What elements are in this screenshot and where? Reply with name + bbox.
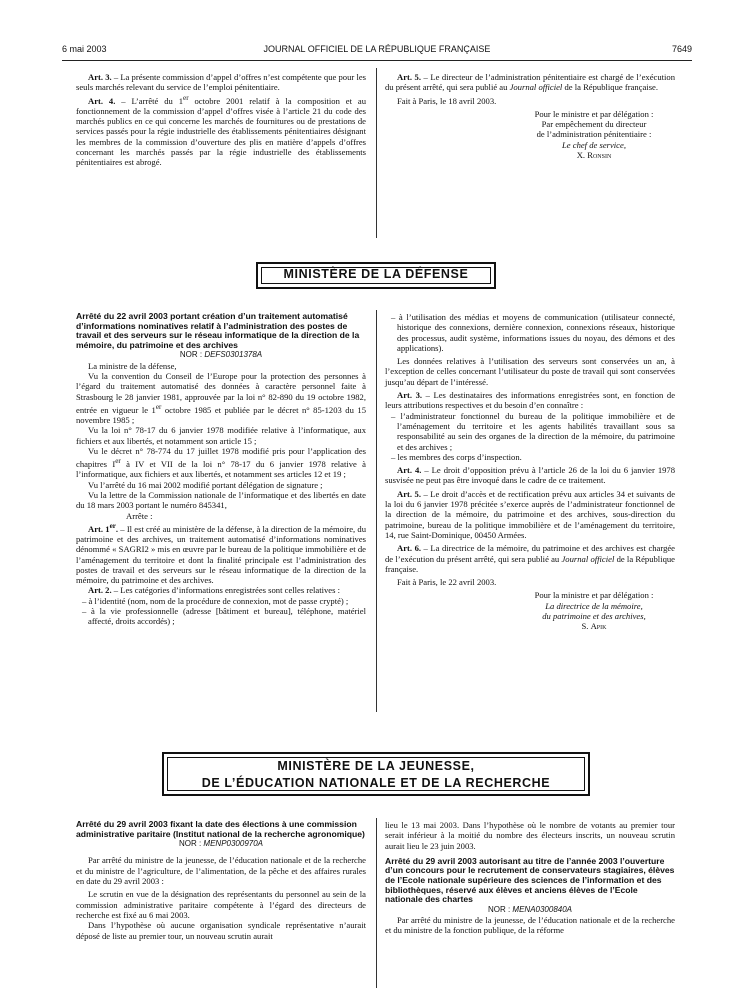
decree-paragraph: Vu le décret n° 78-774 du 17 juillet 1978 modifié pris pour l’application des chapitres Ier à IV et VII de la loi n° 78-17 du 6 janvier 1978 relative à l’informatique, aux fichiers et aux libertés, et notamment ses articles 12 et 19 ; [76, 445, 366, 480]
column-divider [376, 310, 377, 712]
decree-paragraph: Par arrêté du ministre de la jeunesse, de l’éducation nationale et de la recherche et du ministre de l’agriculture, de l’alimentation, de la pêche et des affaires rurales en date du 29 avril 2003 : [76, 855, 366, 887]
decree-title: Arrêté du 22 avril 2003 portant création d’un traitement automatisé d’informations nominatives relatif à l’administration des postes de travail et des serveurs sur le réseau informatique de la direction de la mémoire, du patrimoine et des archives [76, 311, 360, 350]
ministry-defense-box [256, 262, 496, 289]
header-rule [62, 60, 692, 61]
defense-signature: Pour la ministre et par délégation : La directrice de la mémoire, du patrimoine et des archives, S. Apik [534, 590, 654, 632]
decree-paragraph: Art. 6. – La directrice de la mémoire, du patrimoine et des archives est chargée de l’exécution du présent arrêté, qui sera publié au Journal officiel de la République française. [385, 543, 676, 574]
decree-paragraph: La ministre de la défense, [88, 360, 177, 371]
column-divider [376, 68, 377, 238]
decree-paragraph: Dans l’hypothèse où aucune organisation syndicale représentative n’aurait déposé de liste au premier tour, un nouveau scrutin aurait [76, 920, 366, 941]
nor-reference: NOR : MENA0300840A [487, 904, 573, 914]
decree-list-item: – l’administrateur fonctionnel du bureau de la politique immobilière et de l’aménagement du territoire et les agents habilités travaillant sous sa responsabilité au sein des organes de la direction de la mémoire, du patrimoine et des archives ; [391, 410, 675, 452]
decree-title: Arrêté du 29 avril 2003 autorisant au titre de l’année 2003 l’ouverture d’un concours pour le recrutement de conservateurs stagiaires, élèves de l’Ecole nationale supérieure des sciences de l’information et des bibliothèques, réservé aux élèves et anciens élèves de l’Ecole nationale des chartes [385, 855, 675, 905]
top-right-paragraph: Art. 5. – Le directeur de l’administration pénitentiaire est chargé de l’exécution du présent arrêté, qui sera publié au Journal officiel de la République française. [385, 72, 676, 93]
header-page-number: 7649 [671, 44, 692, 54]
decree-list-item: – les membres des corps d’inspection. [391, 451, 522, 462]
decree-paragraph: Arrête : [126, 510, 153, 521]
header-journal-title: JOURNAL OFFICIEL DE LA RÉPUBLIQUE FRANÇAISE [263, 44, 491, 54]
top-left-column [76, 72, 366, 168]
decree-paragraph: Le scrutin en vue de la désignation des représentants du personnel au sein de la commission administrative paritaire compétente à l’égard des directeurs de recherche est fixé au 6 mai 2003. [76, 889, 366, 920]
decree-list-item: – à la vie professionnelle (adresse [bâtiment et bureau], téléphone, matériel affecté, droits accordés) ; [82, 606, 366, 627]
decree-list-item: – à l’utilisation des médias et moyens de communication (utilisateur connecté, historique des connexions, dernière connexion, connexions réseaux, historique des processus, audit système, informations issues du noyau, des démons et des applications). [391, 312, 675, 353]
decree-paragraph: Vu la lettre de la Commission nationale de l’informatique et des libertés en date du 18 mars 2003 portant le numéro 845341, [76, 489, 366, 511]
decree-list-item: – à l’identité (nom, nom de la procédure de connexion, mot de passe crypté) ; [82, 595, 349, 606]
top-right-paragraph: Fait à Paris, le 18 avril 2003. [397, 95, 497, 106]
decree-paragraph: Vu la loi n° 78-17 du 6 janvier 1978 modifiée relative à l’informatique, aux fichiers et aux libertés, et notamment son article 15 ; [76, 425, 366, 446]
defense-right-column [385, 312, 675, 632]
ministry-education-name-line2: DE L’ÉDUCATION NATIONALE ET DE LA RECHERCHE [201, 776, 551, 790]
ministry-defense-name: MINISTÈRE DE LA DÉFENSE [283, 267, 469, 281]
decree-paragraph: Art. 2. – Les catégories d’informations enregistrées sont celles relatives : [88, 585, 340, 596]
top-left-paragraph: Art. 3. – La présente commission d’appel d’offres n’est compétente que pour les seuls marchés relevant du service de l’emploi pénitentiaire. [76, 72, 366, 93]
decree-paragraph: lieu le 13 mai 2003. Dans l’hypothèse où le nombre de votants au premier tour serait inférieur à la moitié du nombre des électeurs inscrits, un nouveau scrutin aurait lieu le 23 juin 2003. [385, 820, 675, 851]
decree-paragraph: Les données relatives à l’utilisation des serveurs sont conservées un an, à l’exception de celles concernant l’utilisateur du poste de travail qui sont conservées jusqu’au départ de l’intéressé. [385, 356, 675, 387]
defense-left-column [76, 312, 366, 627]
top-left-paragraph: Art. 4. – L’arrêté du 1er octobre 2001 relatif à la composition et au fonctionnement de la commission d’appel d’offres visée à l’article 21 du code des marchés publics en ce qui concerne les marchés de fournitures ou de prestations de services passés pour la régie industrielle des établissements pénitentiaires désignant les membres de la commission d’ouverture des plis en matière d’appels d’offres concernant les marchés passés par la régie industrielle des établissements pénitentiaires est abrogé. [76, 93, 366, 168]
decree-paragraph: Art. 1er. – Il est créé au ministère de la défense, à la direction de la mémoire, du patrimoine et des archives, un traitement automatisé d’informations nominatives dénommé « SAGRI2 » mis en œuvre par le bureau de la politique immobilière et de l’aménagement du territoire et dont la finalité principale est l’administration des postes de travail et des serveurs sur le réseau informatique de la direction de la mémoire, du patrimoine et des archives. [76, 521, 366, 586]
ministry-education-box [162, 752, 590, 796]
top-right-column [385, 72, 675, 160]
decree-paragraph: Vu l’arrêté du 16 mai 2002 modifié portant délégation de signature ; [88, 479, 323, 490]
decree-paragraph: Par arrêté du ministre de la jeunesse, de l’éducation nationale et de la recherche et du ministre de la fonction publique, de la réforme [385, 915, 675, 936]
nor-reference: NOR : DEFS0301378A [179, 350, 263, 360]
decree-paragraph: Art. 5. – Le droit d’accès et de rectification prévu aux articles 34 et suivants de la loi du 6 janvier 1978 précitée s’exerce auprès de l’administrateur fonctionnel de la direction de la mémoire, du patrimoine et des archives, sous-direction du patrimoine, bureau de la politique immobilière et de l’aménagement du territoire, 14, rue Saint-Dominique, 00450 Armées. [385, 488, 676, 540]
nor-reference: NOR : MENP0300970A [178, 839, 264, 849]
page-header [62, 44, 692, 58]
top-signature: Pour le ministre et par délégation : Par empêchement du directeur de l’administration pénitentiaire : Le chef de service, X. Ronsin [534, 108, 654, 161]
decree-paragraph: Art. 4. – Le droit d’opposition prévu à l’article 26 de la loi du 6 janvier 1978 susvisée ne peut pas être invoqué dans le cadre de ce traitement. [385, 465, 676, 486]
decree-paragraph: Art. 3. – Les destinataires des informations enregistrées sont, en fonction de leurs attributions respectives et du besoin d’en connaître : [385, 390, 676, 411]
column-divider [376, 818, 377, 988]
ministry-education-name-line1: MINISTÈRE DE LA JEUNESSE, [277, 759, 475, 773]
education-left-column [76, 820, 366, 941]
decree-title: Arrêté du 29 avril 2003 fixant la date des élections à une commission administrative paritaire (Institut national de la recherche agronomique) [76, 819, 365, 839]
header-date: 6 mai 2003 [62, 44, 107, 54]
decree-paragraph: Vu la convention du Conseil de l’Europe pour la protection des personnes à l’égard du traitement automatisé des données à caractère personnel faite à Strasbourg le 28 janvier 1981, approuvée par la loi n° 82-890 du 19 octobre 1982, entrée en vigueur le 1er octobre 1985 et publiée par le décret n° 85-1203 du 15 novembre 1985 ; [76, 370, 366, 426]
decree-paragraph: Fait à Paris, le 22 avril 2003. [397, 577, 497, 588]
education-right-column [385, 820, 675, 936]
